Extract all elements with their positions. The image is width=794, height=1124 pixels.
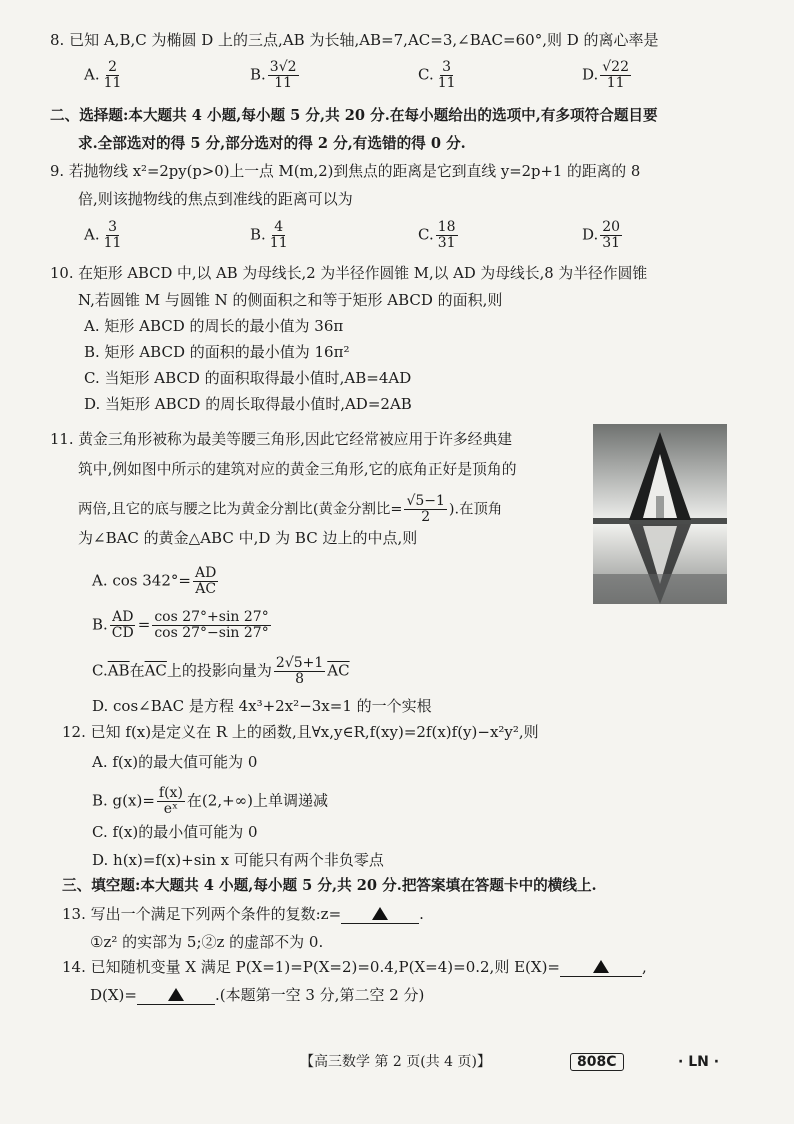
q10-option-c: C. 当矩形 ABCD 的面积取得最小值时,AB=4AD: [84, 369, 412, 387]
q13-answer-blank[interactable]: [341, 905, 419, 924]
q10-line2: N,若圆锥 M 与圆锥 N 的侧面积之和等于矩形 ABCD 的面积,则: [78, 291, 503, 309]
q11-option-c: $C.\overline{AB}$在$\overline{AC}$上的投影向量为 $\frac{2√5+1}{8}$ $\overline{AC}$: [92, 655, 350, 687]
q10-option-d: D. 当矩形 ABCD 的周长取得最小值时,AD=2AB: [84, 395, 412, 413]
q14-variance-blank[interactable]: [137, 986, 215, 1005]
q8-option-a: A. $\frac{2}{11}$: [84, 59, 122, 91]
q11-option-a: A. cos 342°= $\frac{AD}{AC}$: [92, 565, 217, 597]
q11-line4: 为∠BAC 的黄金△ABC 中,D 为 BC 边上的中点,则: [78, 529, 418, 547]
footer-region-code: · LN ·: [678, 1054, 720, 1070]
section2-heading-line2: 求.全部选对的得 5 分,部分选对的得 2 分,有选错的得 0 分.: [78, 135, 466, 152]
q14-line2: D(X)= .(本题第一空 3 分,第二空 2 分): [90, 986, 425, 1004]
q12-option-b: B. g(x)= $\frac{f(x)}{\text{eˣ}}$ 在(2,+∞)上单调递减: [92, 785, 329, 817]
q13-line2: ①z² 的实部为 5;②z 的虚部不为 0.: [90, 933, 324, 951]
q14-line1: 14. 已知随机变量 X 满足 P(X=1)=P(X=2)=0.4,P(X=4)=0.2,则 E(X)= ,: [62, 958, 647, 976]
q9-option-d: D. $\frac{20}{31}$: [582, 219, 621, 251]
q14-expectation-blank[interactable]: [560, 958, 642, 977]
footer-page-info: 【高三数学 第 2 页(共 4 页)】: [300, 1054, 491, 1070]
q9-line2: 倍,则该抛物线的焦点到准线的距离可以为: [78, 190, 353, 208]
q9-option-c: C. $\frac{18}{31}$: [418, 219, 456, 251]
q8-option-d: D. $\frac{√22}{11}$: [582, 59, 630, 91]
golden-triangle-building-photo: [593, 424, 727, 604]
q10-option-a: A. 矩形 ABCD 的周长的最小值为 36π: [84, 317, 344, 335]
q10-option-b: B. 矩形 ABCD 的面积的最小值为 16π²: [84, 343, 350, 361]
q12-stem: 12. 已知 f(x)是定义在 R 上的函数,且∀x,y∈R,f(xy)=2f(x)f(y)−x²y²,则: [62, 723, 539, 741]
q13-line1: 13. 写出一个满足下列两个条件的复数:z= .: [62, 905, 424, 923]
section2-heading-line1: 二、选择题:本大题共 4 小题,每小题 5 分,共 20 分.在每小题给出的选项中,有多项符合题目要: [50, 107, 658, 124]
footer-exam-code: 808C: [570, 1052, 624, 1072]
q11-option-d: D. cos∠BAC 是方程 4x³+2x²−3x=1 的一个实根: [92, 697, 432, 715]
q11-line3: 两倍,且它的底与腰之比为黄金分割比(黄金分割比= $\frac{√5-1}{2}$ ).在顶角: [78, 493, 503, 525]
triangle-marker-icon: [372, 907, 388, 920]
q10-line1: 10. 在矩形 ABCD 中,以 AB 为母线长,2 为半径作圆锥 M,以 AD 为母线长,8 为半径作圆锥: [50, 265, 648, 282]
q9-option-b: B. $\frac{4}{11}$: [250, 219, 288, 251]
section3-heading: 三、填空题:本大题共 4 小题,每小题 5 分,共 20 分.把答案填在答题卡中的横线上.: [62, 877, 597, 894]
triangle-marker-icon: [168, 988, 184, 1001]
building-illustration: [593, 424, 727, 604]
q9-line1: 9. 若抛物线 x²=2py(p>0)上一点 M(m,2)到焦点的距离是它到直线 y=2p+1 的距离的 8: [50, 163, 641, 180]
q11-option-b: B. $\frac{AD}{CD}$ = $\frac{\cos 27^\circ+\sin 27^\circ}{\cos 27^\circ-\sin 27^\circ}$: [92, 609, 269, 641]
q8-option-c: C. $\frac{3}{11}$: [418, 59, 456, 91]
q11-line1: 11. 黄金三角形被称为最美等腰三角形,因此它经常被应用于许多经典建: [50, 431, 513, 448]
q8-option-b: B. $\frac{3√2}{11}$: [250, 59, 297, 91]
triangle-marker-icon: [593, 960, 609, 973]
q12-option-d: D. h(x)=f(x)+sin x 可能只有两个非负零点: [92, 851, 384, 869]
q12-option-a: A. f(x)的最大值可能为 0: [92, 753, 258, 771]
q9-option-a: A. $\frac{3}{11}$: [84, 219, 122, 251]
q11-line2: 筑中,例如图中所示的建筑对应的黄金三角形,它的底角正好是顶角的: [78, 461, 517, 478]
q12-option-c: C. f(x)的最小值可能为 0: [92, 823, 258, 841]
q8-stem: 8. 已知 A,B,C 为椭圆 D 上的三点,AB 为长轴,AB=7,AC=3,∠BAC=60°,则 D 的离心率是: [50, 31, 659, 49]
